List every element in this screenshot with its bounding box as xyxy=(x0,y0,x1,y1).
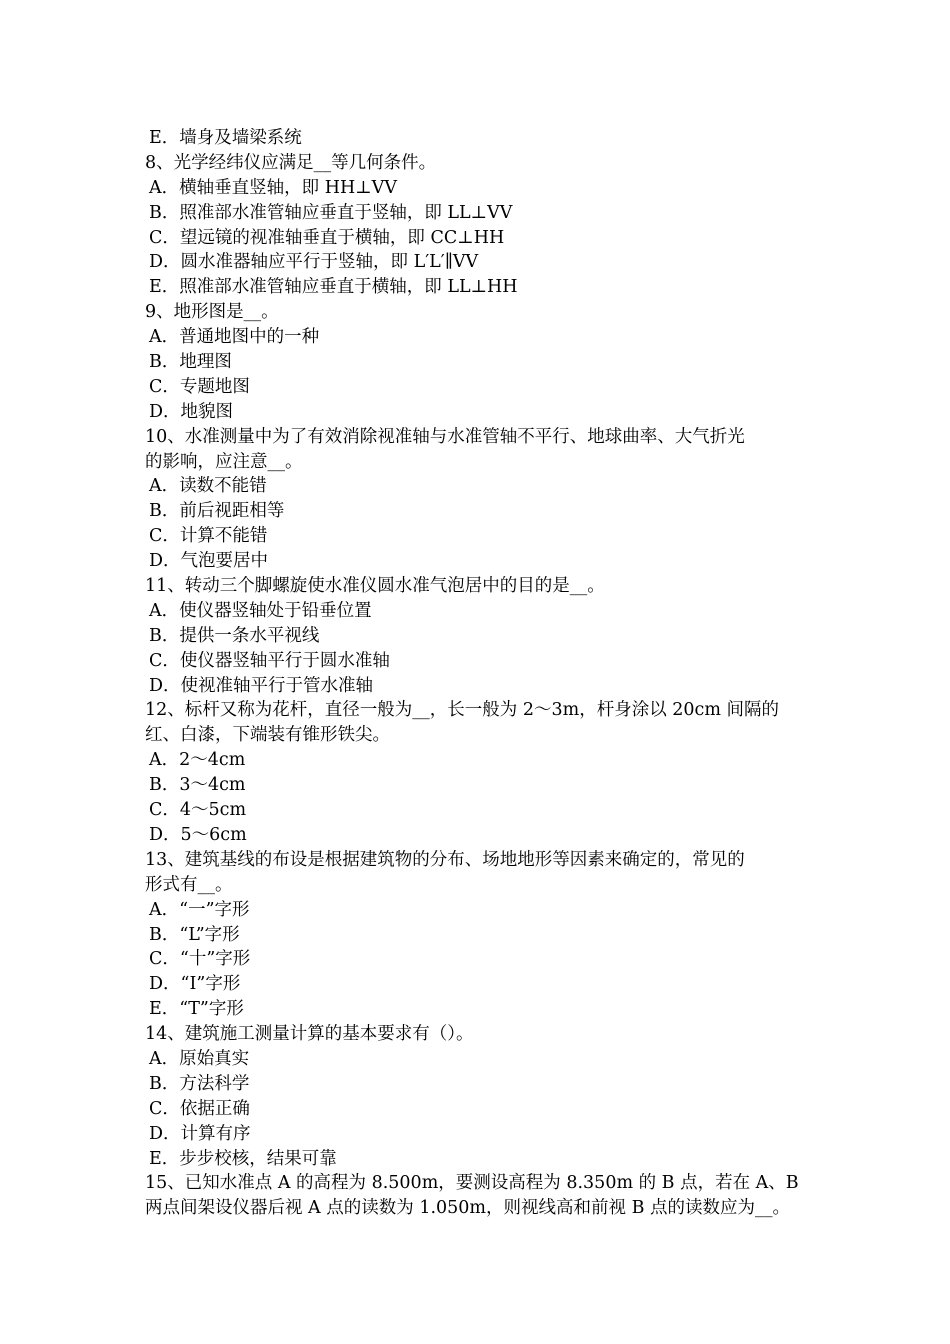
answer-option: D．圆水准器轴应平行于竖轴，即 L′L′∥VV xyxy=(149,252,479,273)
question-text: 13、建筑基线的布设是根据建筑物的分布、场地地形等因素来确定的，常见的 xyxy=(145,849,745,870)
answer-option: A．原始真实 xyxy=(149,1048,250,1069)
question-text: 形式有__。 xyxy=(145,874,233,895)
question-text: 两点间架设仪器后视 A 点的读数为 1.050m，则视线高和前视 B 点的读数应为__。 xyxy=(145,1198,791,1219)
answer-option: D．气泡要居中 xyxy=(149,551,269,572)
answer-option: A．“一”字形 xyxy=(149,899,250,920)
answer-option: A．横轴垂直竖轴，即 HH⊥VV xyxy=(149,177,397,198)
answer-option: D．地貌图 xyxy=(149,401,234,422)
answer-option: D．“I”字形 xyxy=(149,974,241,995)
answer-option: B．“L”字形 xyxy=(149,924,240,945)
answer-option: C．望远镜的视准轴垂直于横轴，即 CC⊥HH xyxy=(149,227,505,248)
answer-option: D．计算有序 xyxy=(149,1123,251,1144)
answer-option: B．方法科学 xyxy=(149,1073,250,1094)
answer-option: A．普通地图中的一种 xyxy=(149,327,320,348)
answer-option: B．提供一条水平视线 xyxy=(149,625,320,646)
question-text: 14、建筑施工测量计算的基本要求有（）。 xyxy=(145,1024,474,1045)
answer-option: C．使仪器竖轴平行于圆水准轴 xyxy=(149,650,390,671)
answer-option: D．使视准轴平行于管水准轴 xyxy=(149,675,374,696)
question-text: 的影响，应注意__。 xyxy=(145,451,303,472)
question-list xyxy=(145,126,815,1221)
answer-option: E．墙身及墙梁系统 xyxy=(149,128,302,148)
answer-option: A．使仪器竖轴处于铅垂位置 xyxy=(149,600,372,621)
answer-option: C．专题地图 xyxy=(149,376,250,397)
answer-option: C．计算不能错 xyxy=(149,526,268,547)
answer-option: B．前后视距相等 xyxy=(149,501,285,522)
question-text: 红、白漆，下端装有锥形铁尖。 xyxy=(145,725,390,746)
question-text: 8、光学经纬仪应满足__等几何条件。 xyxy=(145,152,437,173)
answer-option: E．步步校核，结果可靠 xyxy=(149,1148,337,1169)
answer-option: C．依据正确 xyxy=(149,1098,250,1119)
answer-option: D．5～6cm xyxy=(149,824,247,845)
question-text: 10、水准测量中为了有效消除视准轴与水准管轴不平行、地球曲率、大气折光 xyxy=(145,426,745,447)
answer-option: E．“T”字形 xyxy=(149,999,244,1020)
answer-option: A．2～4cm xyxy=(149,750,246,771)
answer-option: A．读数不能错 xyxy=(149,476,267,497)
answer-option: E．照准部水准管轴应垂直于横轴，即 LL⊥HH xyxy=(149,277,518,298)
answer-option: C．“十”字形 xyxy=(149,949,251,970)
answer-option: B．照准部水准管轴应垂直于竖轴，即 LL⊥VV xyxy=(149,202,513,223)
question-text: 12、标杆又称为花杆，直径一般为__，长一般为 2～3m，杆身涂以 20cm 间隔的 xyxy=(145,700,779,721)
answer-option: B．3～4cm xyxy=(149,775,246,796)
question-text: 9、地形图是__。 xyxy=(145,302,279,323)
answer-option: B．地理图 xyxy=(149,352,232,373)
answer-option: C．4～5cm xyxy=(149,800,247,821)
question-text: 15、已知水准点 A 的高程为 8.500m，要测设高程为 8.350m 的 B 点，若在 A、B xyxy=(145,1173,799,1194)
question-text: 11、转动三个脚螺旋使水准仪圆水准气泡居中的目的是__。 xyxy=(145,576,605,597)
